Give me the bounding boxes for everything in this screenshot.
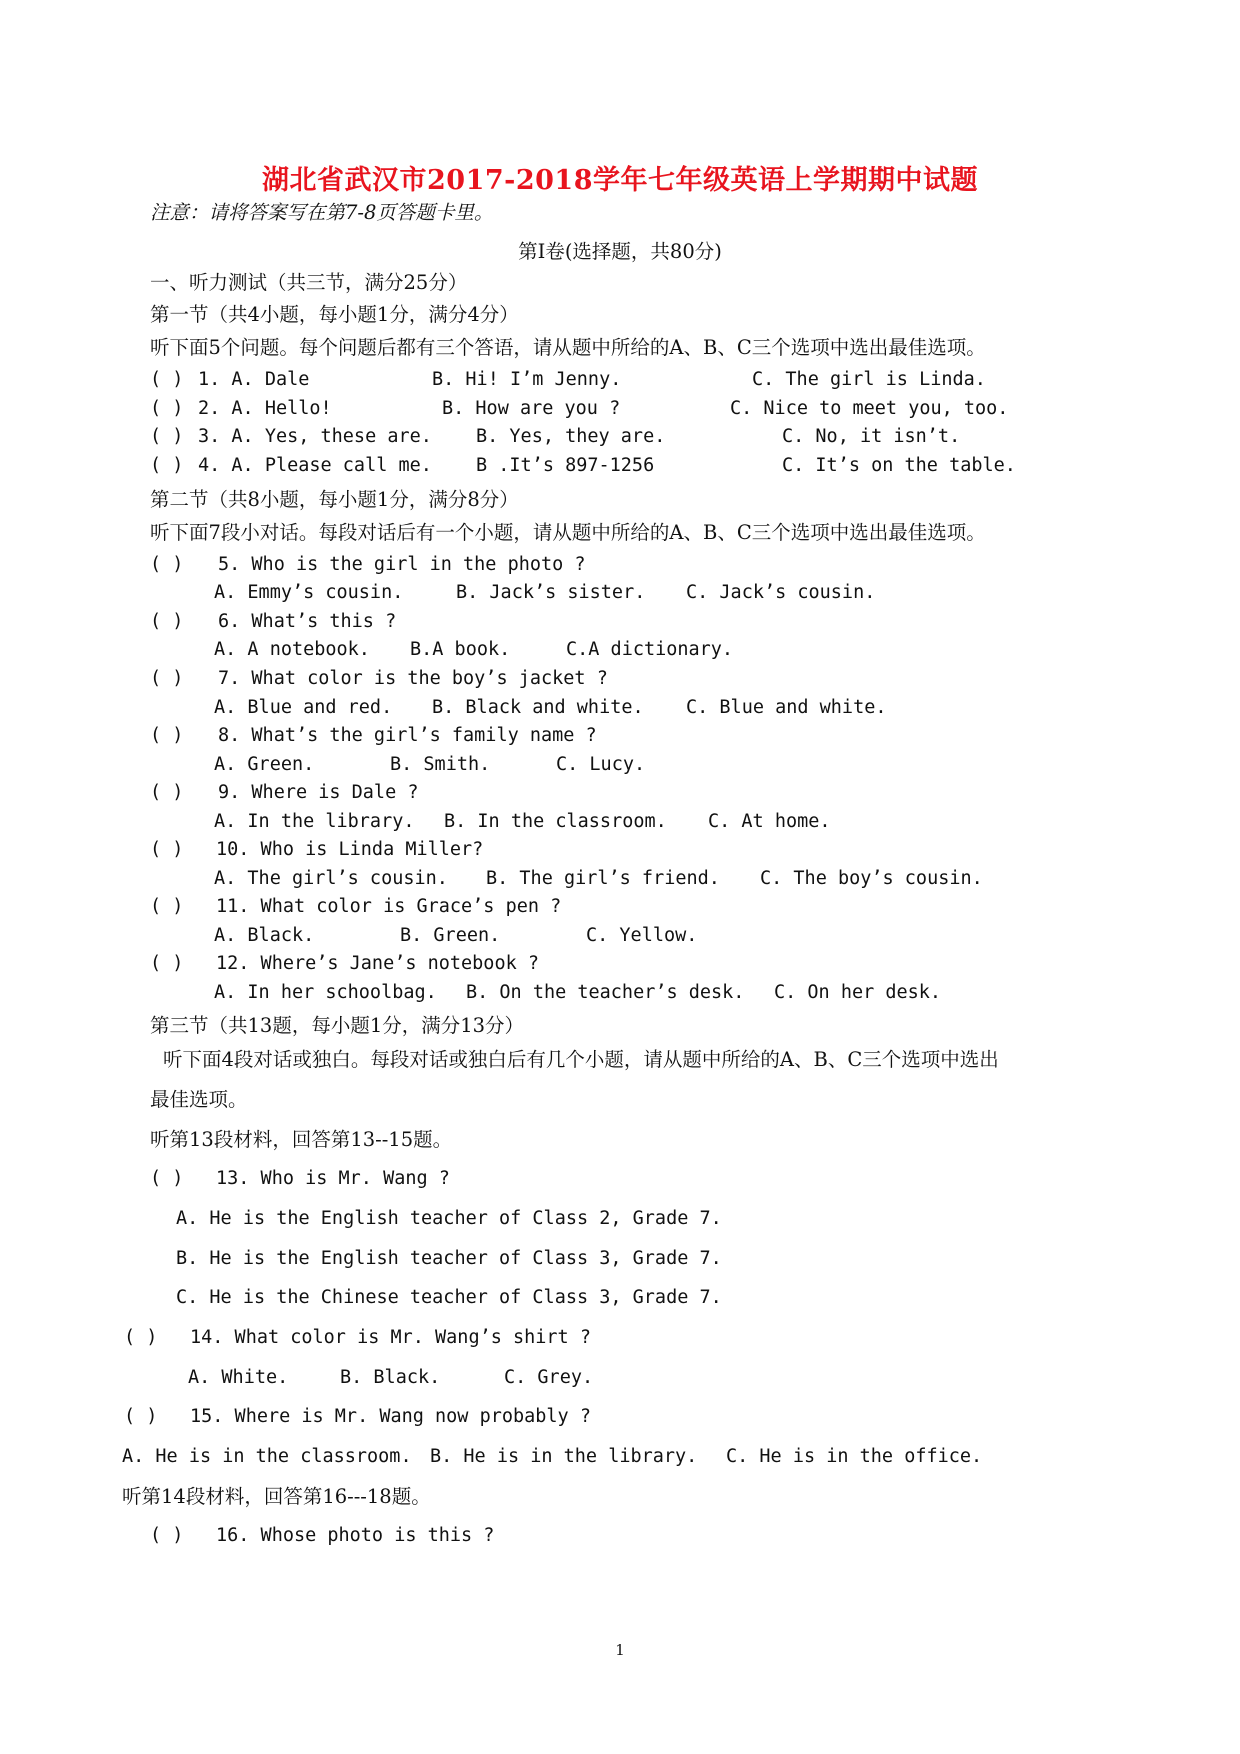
question-16-stem [150,1527,494,1546]
question-4-option-a: 4. A. Please call me. [198,455,432,476]
question-text: 8. What’s the girl’s family name ? [218,725,597,746]
option-c: C. Lucy. [556,754,646,775]
answer-blank[interactable]: ( ) [150,725,184,746]
option-b: B.A book. [410,639,511,660]
answer-blank[interactable]: ( ) [150,611,184,632]
answer-note: 注意：请将答案写在第7-8页答题卡里。 [150,201,494,224]
question-12-stem [150,955,539,974]
option-c: C.A dictionary. [566,639,734,660]
subsection-3-instructions-line1: 听下面4段对话或独白。每段对话或独白后有几个小题，请从题中所给的A、B、C三个选项中选出 [163,1048,999,1071]
question-13-stem [150,1170,450,1189]
question-4 [150,457,1200,476]
answer-blank[interactable]: ( ) [150,1168,184,1189]
answer-blank[interactable]: ( ) [150,896,184,917]
question-3-option-c: C. No, it isn’t. [782,426,961,447]
option-a: A. In the library. [214,811,415,832]
answer-blank[interactable]: ( ) [150,1525,184,1546]
answer-blank[interactable]: ( ) [150,839,184,860]
question-text: 10. Who is Linda Miller? [216,839,484,860]
question-15-stem [124,1408,591,1427]
question-text: 5. Who is the girl in the photo ? [218,554,586,575]
question-text: 13. Who is Mr. Wang ? [216,1168,450,1189]
question-text: 11. What color is Grace’s pen ? [216,896,562,917]
exam-title: 湖北省武汉市2017-2018学年七年级英语上学期期中试题 [262,165,978,196]
option-c: C. On her desk. [774,982,942,1003]
option-c: C. Blue and white. [686,697,887,718]
question-9-stem [150,784,418,803]
answer-blank[interactable]: ( ) [150,668,184,689]
question-1-option-b: B. Hi! I’m Jenny. [432,369,622,390]
option-b: B. Black. [340,1367,441,1388]
question-13-option-a: A. He is the English teacher of Class 2, Grade 7. [176,1208,722,1229]
page-number: 1 [615,1641,625,1659]
option-c: C. The boy’s cousin. [760,868,983,889]
question-1-option-a: 1. A. Dale [198,369,310,390]
option-c: C. At home. [708,811,831,832]
answer-blank[interactable]: ( ) [124,1327,158,1348]
option-c: C. He is in the office. [726,1446,983,1467]
subsection-2-heading: 第二节（共8小题，每小题1分，满分8分） [150,488,519,511]
option-c: C. Yellow. [586,925,698,946]
option-c: C. Grey. [504,1367,594,1388]
subsection-1-instructions: 听下面5个问题。每个问题后都有三个答语，请从题中所给的A、B、C三个选项中选出最佳选项。 [150,336,986,359]
option-b: B. Jack’s sister. [456,582,646,603]
question-text: 15. Where is Mr. Wang now probably ? [190,1406,591,1427]
question-3-option-b: B. Yes, they are. [476,426,666,447]
answer-blank[interactable]: ( ) [150,398,184,419]
question-3 [150,428,1200,447]
answer-blank[interactable]: ( ) [150,953,184,974]
option-a: A. Blue and red. [214,697,393,718]
option-b: B. In the classroom. [444,811,667,832]
subsection-3-heading: 第三节（共13题，每小题1分，满分13分） [150,1014,525,1037]
question-text: 7. What color is the boy’s jacket ? [218,668,608,689]
option-a: A. Emmy’s cousin. [214,582,404,603]
answer-blank[interactable]: ( ) [150,782,184,803]
question-7-stem [150,670,608,689]
option-a: A. Black. [214,925,315,946]
option-a: A. A notebook. [214,639,370,660]
option-b: B. On the teacher’s desk. [466,982,745,1003]
option-a: A. The girl’s cousin. [214,868,448,889]
question-4-option-c: C. It’s on the table. [782,455,1016,476]
question-8-stem [150,727,597,746]
question-11-stem [150,898,561,917]
answer-blank[interactable]: ( ) [150,369,184,390]
subsection-2-instructions: 听下面7段小对话。每段对话后有一个小题，请从题中所给的A、B、C三个选项中选出最佳选项。 [150,521,986,544]
question-text: 16. Whose photo is this ? [216,1525,495,1546]
option-a: A. In her schoolbag. [214,982,437,1003]
question-1-option-c: C. The girl is Linda. [752,369,986,390]
answer-blank[interactable]: ( ) [150,426,184,447]
section-listening-heading: 一、听力测试（共三节，满分25分） [150,271,468,294]
subsection-3-instructions-line2: 最佳选项。 [150,1088,248,1111]
material-14-heading: 听第14段材料，回答第16---18题。 [122,1485,431,1508]
question-2-option-c: C. Nice to meet you, too. [730,398,1009,419]
option-b: B. Black and white. [432,697,644,718]
option-a: A. Green. [214,754,315,775]
question-13-option-b: B. He is the English teacher of Class 3, Grade 7. [176,1248,722,1269]
question-text: 14. What color is Mr. Wang’s shirt ? [190,1327,591,1348]
option-b: B. Smith. [390,754,491,775]
question-2-option-a: 2. A. Hello! [198,398,332,419]
question-text: 12. Where’s Jane’s notebook ? [216,953,540,974]
question-5-stem [150,556,586,575]
question-4-option-b: B .It’s 897-1256 [476,455,655,476]
answer-blank[interactable]: ( ) [150,455,184,476]
question-2 [150,400,1200,419]
option-a: A. He is in the classroom. [122,1446,412,1467]
option-a: A. White. [188,1367,289,1388]
question-text: 6. What’s this ? [218,611,397,632]
answer-blank[interactable]: ( ) [150,554,184,575]
option-c: C. Jack’s cousin. [686,582,876,603]
option-b: B. He is in the library. [430,1446,698,1467]
question-1 [150,371,1200,390]
part-title: 第Ⅰ卷(选择题，共80分) [518,240,722,263]
option-b: B. The girl’s friend. [486,868,720,889]
question-3-option-a: 3. A. Yes, these are. [198,426,432,447]
question-text: 9. Where is Dale ? [218,782,419,803]
answer-blank[interactable]: ( ) [124,1406,158,1427]
question-10-stem [150,841,483,860]
option-b: B. Green. [400,925,501,946]
material-13-heading: 听第13段材料，回答第13--15题。 [150,1128,453,1151]
question-2-option-b: B. How are you ? [442,398,621,419]
question-6-stem [150,613,396,632]
question-13-option-c: C. He is the Chinese teacher of Class 3, Grade 7. [176,1287,722,1308]
question-14-stem [124,1329,591,1348]
subsection-1-heading: 第一节（共4小题，每小题1分，满分4分） [150,303,519,326]
